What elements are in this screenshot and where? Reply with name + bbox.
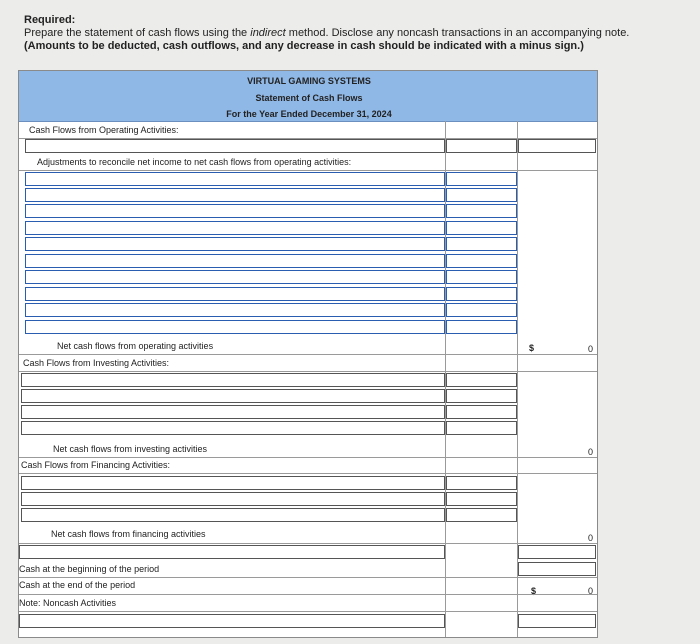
net-income-total-input[interactable] [518, 139, 596, 153]
instruction-text-before: Prepare the statement of cash flows using the [24, 27, 251, 39]
adjustment-row-5-amount-input[interactable] [446, 237, 517, 251]
adjustments-label: Adjustments to reconcile net income to net cash flows from operating activities: [37, 157, 352, 167]
row-divider [19, 543, 597, 544]
investing-row-4-label-input[interactable] [21, 421, 445, 435]
operating-heading: Cash Flows from Operating Activities: [29, 125, 179, 135]
investing-row-2-label-input[interactable] [21, 389, 445, 403]
investing-row-1-label-input[interactable] [21, 373, 445, 387]
net-operating-value: 0 [587, 344, 593, 354]
statement-title: Statement of Cash Flows [255, 93, 363, 103]
instruction-text [24, 27, 684, 40]
financing-heading: Cash Flows from Financing Activities: [21, 460, 171, 470]
financing-row-2-label-input[interactable] [21, 492, 445, 506]
net-investing-value: 0 [587, 447, 593, 457]
adjustment-row-2-amount-input[interactable] [446, 188, 517, 202]
adjustment-row-4-label-input[interactable] [25, 221, 445, 235]
financing-row-2-amount-input[interactable] [446, 492, 517, 506]
row-divider [19, 170, 597, 171]
financing-row-3-label-input[interactable] [21, 508, 445, 522]
instruction-text-after: method. Disclose any noncash transactions in an accompanying note. [285, 27, 630, 39]
investing-row-4-amount-input[interactable] [446, 421, 517, 435]
net-financing-label: Net cash flows from financing activities [51, 529, 206, 539]
row-divider [19, 473, 597, 474]
required-label: Required: [24, 14, 76, 26]
net-change-label-input[interactable] [19, 545, 445, 559]
adjustment-row-7-label-input[interactable] [25, 270, 445, 284]
column-divider [517, 121, 518, 637]
net-income-label-input[interactable] [25, 139, 445, 153]
adjustment-row-8-label-input[interactable] [25, 287, 445, 301]
cash-end-value: 0 [587, 586, 593, 596]
adjustment-row-1-amount-input[interactable] [446, 172, 517, 186]
instruction-sign-note: (Amounts to be deducted, cash outflows, and any decrease in cash should be indicated with a minus sign.) [24, 40, 584, 52]
financing-row-1-label-input[interactable] [21, 476, 445, 490]
net-operating-currency: $ [529, 343, 535, 353]
investing-row-1-amount-input[interactable] [446, 373, 517, 387]
investing-row-3-amount-input[interactable] [446, 405, 517, 419]
statement-period: For the Year Ended December 31, 2024 [226, 109, 392, 119]
noncash-note-label: Note: Noncash Activities [19, 598, 117, 608]
adjustment-row-7-amount-input[interactable] [446, 270, 517, 284]
row-divider [19, 371, 597, 372]
row-divider [19, 611, 597, 612]
net-investing-label: Net cash flows from investing activities [53, 444, 208, 454]
financing-row-3-amount-input[interactable] [446, 508, 517, 522]
investing-row-3-label-input[interactable] [21, 405, 445, 419]
investing-heading: Cash Flows from Investing Activities: [23, 358, 170, 368]
company-name: VIRTUAL GAMING SYSTEMS [247, 76, 371, 86]
adjustment-row-1-label-input[interactable] [25, 172, 445, 186]
adjustment-row-5-label-input[interactable] [25, 237, 445, 251]
adjustment-row-4-amount-input[interactable] [446, 221, 517, 235]
adjustment-row-2-label-input[interactable] [25, 188, 445, 202]
row-divider [19, 594, 597, 595]
adjustment-row-10-amount-input[interactable] [446, 320, 517, 334]
adjustment-row-9-amount-input[interactable] [446, 303, 517, 317]
cash-beginning-label: Cash at the beginning of the period [19, 564, 160, 574]
instruction-text-italic: indirect [250, 27, 286, 39]
adjustment-row-6-amount-input[interactable] [446, 254, 517, 268]
noncash-amount-input[interactable] [518, 614, 596, 628]
net-financing-value: 0 [587, 533, 593, 543]
row-divider [19, 577, 597, 578]
net-change-amount-input[interactable] [518, 545, 596, 559]
adjustment-row-9-label-input[interactable] [25, 303, 445, 317]
instructions [24, 14, 684, 53]
adjustment-row-10-label-input[interactable] [25, 320, 445, 334]
investing-row-2-amount-input[interactable] [446, 389, 517, 403]
statement-header [19, 71, 597, 122]
net-operating-label: Net cash flows from operating activities [57, 341, 214, 351]
cash-end-label: Cash at the end of the period [19, 580, 136, 590]
cash-end-currency: $ [531, 586, 537, 596]
adjustment-row-6-label-input[interactable] [25, 254, 445, 268]
adjustment-row-8-amount-input[interactable] [446, 287, 517, 301]
row-divider [19, 457, 597, 458]
cash-beginning-amount-input[interactable] [518, 562, 596, 576]
net-income-amount-input[interactable] [446, 139, 517, 153]
adjustment-row-3-label-input[interactable] [25, 204, 445, 218]
adjustment-row-3-amount-input[interactable] [446, 204, 517, 218]
row-divider [19, 354, 597, 355]
financing-row-1-amount-input[interactable] [446, 476, 517, 490]
cash-flow-statement [18, 70, 598, 638]
noncash-label-input[interactable] [19, 614, 445, 628]
